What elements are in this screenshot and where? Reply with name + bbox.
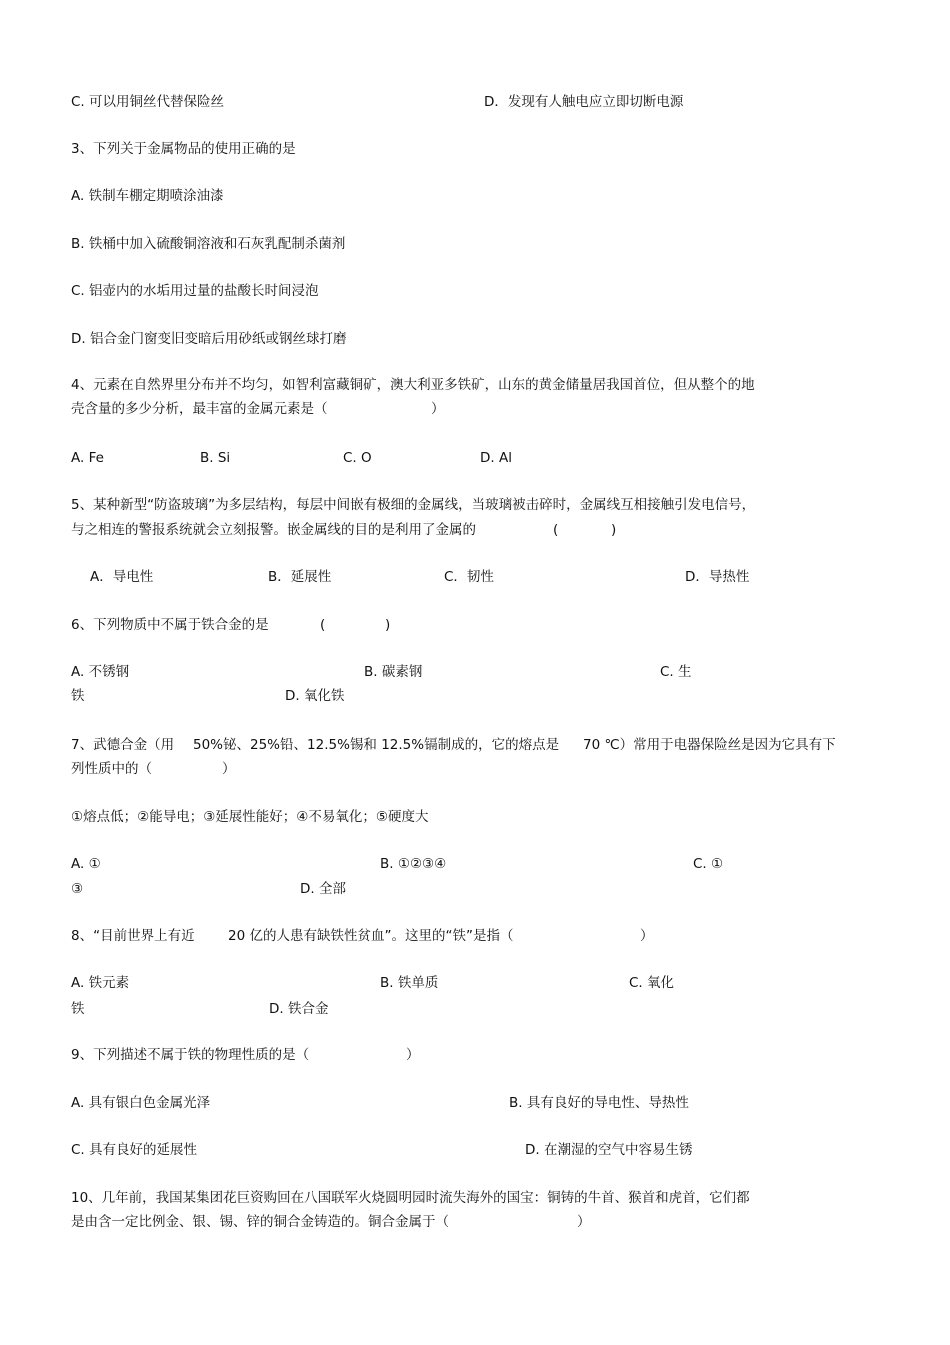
q7-stem-part2: 50%铋、25%铅、12.5%锡和 12.5%镉制成的，它的熔点是 [193,737,560,753]
q6-option-c: C. 生 [660,664,692,680]
q8-option-b: B. 铁单质 [380,975,439,991]
q5-open-paren: ( [553,522,559,538]
q4-stem-line1: 4、元素在自然界里分布并不均匀，如智利富藏铜矿，澳大利亚多铁矿，山东的黄金储量居我国首位，但从整个的地 [71,377,755,393]
q8-option-d: D. 铁合金 [269,1001,329,1017]
q7-stem-part1: 7、武德合金（用 [71,737,175,753]
q4-option-b: B. Si [200,450,231,466]
q7-stem-line2: 列性质中的（ [71,761,152,777]
q3-option-b: B. 铁桶中加入硫酸铜溶液和石灰乳配制杀菌剂 [71,236,346,252]
q4-option-d: D. Al [480,450,512,466]
q3-option-d: D. 铝合金门窗变旧变暗后用砂纸或钢丝球打磨 [71,331,347,347]
q4-option-a: A. Fe [71,450,104,466]
q7-close-paren: ） [222,761,236,777]
q7-properties: ①熔点低；②能导电；③延展性能好；④不易氧化；⑤硬度大 [71,809,429,825]
q9-option-d: D. 在潮湿的空气中容易生锈 [525,1142,693,1158]
q8-stem-part1: 8、“目前世界上有近 [71,928,195,944]
q9-close-paren: ） [406,1047,420,1063]
q8-close-paren: ） [640,928,654,944]
q8-option-a: A. 铁元素 [71,975,130,991]
q4-option-c: C. O [343,450,372,466]
q8-stem-part2: 20 亿的人患有缺铁性贫血”。这里的“铁”是指（ [228,928,514,944]
q2-option-c: C. 可以用铜丝代替保险丝 [71,94,225,110]
q5-stem-line1: 5、某种新型“防盗玻璃”为多层结构，每层中间嵌有极细的金属线，当玻璃被击碎时，金属线互相接触引发电信号， [71,497,756,513]
q5-close-paren: ) [611,522,617,538]
q5-option-c: C．韧性 [444,569,494,585]
q7-option-a: A. ① [71,856,101,872]
q7-option-c-wrap: ③ [71,881,84,897]
q7-option-c: C. ① [693,856,724,872]
q5-option-b: B．延展性 [268,569,332,585]
q2-option-d: D．发现有人触电应立即切断电源 [484,94,684,110]
q6-option-a: A. 不锈钢 [71,664,130,680]
q8-option-c-wrap: 铁 [71,1001,85,1017]
q6-option-b: B. 碳素钢 [364,664,423,680]
q7-option-d: D. 全部 [300,881,346,897]
q9-option-a: A. 具有银白色金属光泽 [71,1095,211,1111]
q6-option-c-wrap: 铁 [71,688,85,704]
q7-option-b: B. ①②③④ [380,856,447,872]
q9-option-c: C. 具有良好的延展性 [71,1142,198,1158]
q9-stem: 9、下列描述不属于铁的物理性质的是（ [71,1047,310,1063]
q10-stem-line2: 是由含一定比例金、银、锡、锌的铜合金铸造的。铜合金属于（ [71,1214,449,1230]
q5-option-d: D．导热性 [685,569,750,585]
q3-stem: 3、下列关于金属物品的使用正确的是 [71,141,296,157]
q6-stem: 6、下列物质中不属于铁合金的是 [71,617,269,633]
q5-option-a: A．导电性 [90,569,154,585]
q3-option-c: C. 铝壶内的水垢用过量的盐酸长时间浸泡 [71,283,319,299]
q7-stem-part3: 70 ℃）常用于电器保险丝是因为它具有下 [583,737,836,753]
q4-stem-line2: 壳含量的多少分析，最丰富的金属元素是（ [71,401,328,417]
q6-close-paren: ) [385,617,391,633]
q6-open-paren: ( [320,617,326,633]
q3-option-a: A. 铁制车棚定期喷涂油漆 [71,188,224,204]
q10-close-paren: ） [577,1214,591,1230]
q10-stem-line1: 10、几年前，我国某集团花巨资购回在八国联军火烧圆明园时流失海外的国宝：铜铸的牛首、猴首和虎首，它们都 [71,1190,750,1206]
q6-option-d: D. 氧化铁 [285,688,345,704]
q8-option-c: C. 氧化 [629,975,675,991]
q5-stem-line2: 与之相连的警报系统就会立刻报警。嵌金属线的目的是利用了金属的 [71,522,476,538]
q9-option-b: B. 具有良好的导电性、导热性 [509,1095,689,1111]
q4-close-paren: ） [431,401,445,417]
